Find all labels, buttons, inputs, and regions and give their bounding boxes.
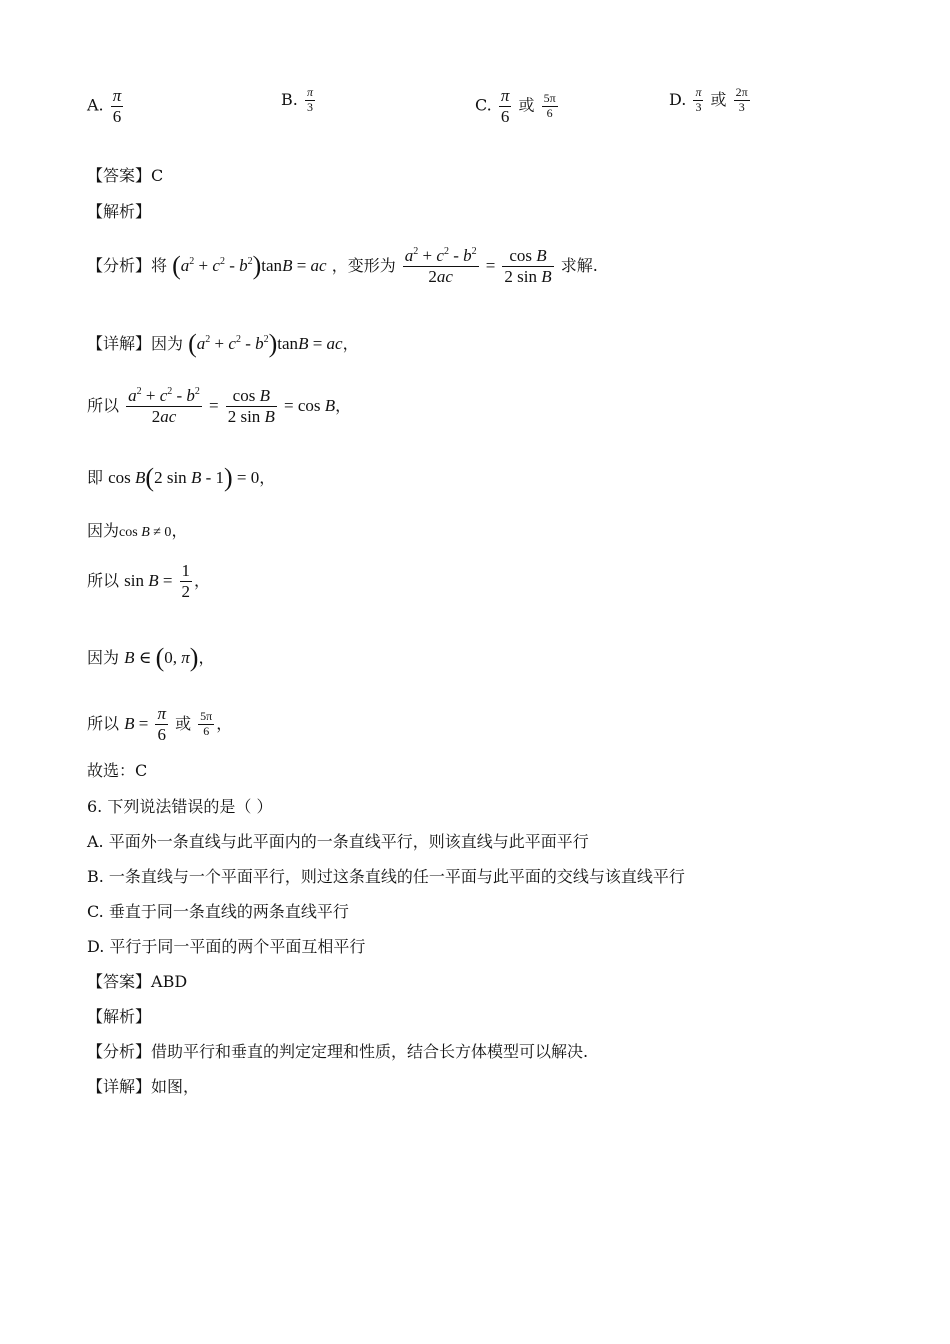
fraction: $\frac{a^2 + c^2 - b^2}{2ac}$ xyxy=(404,246,477,286)
q6-fenxi-line: 【分析】借助平行和垂直的判定定理和性质，结合长方体模型可以解决. xyxy=(87,1042,589,1061)
fraction: $\frac{\pi}{6}$ xyxy=(157,704,166,744)
q6-xiangjie-line: 【详解】如图， xyxy=(87,1077,200,1096)
q6-option-c: C. 垂直于同一条直线的两条直线平行 xyxy=(87,902,349,921)
fraction: $\frac{\pi}{3}$ xyxy=(306,85,313,114)
q6-analysis-tag: 【解析】 xyxy=(87,1007,152,1026)
fraction: $\frac{\text{cos B}}{\text{2 sin B}}$ xyxy=(504,246,552,286)
fenxi-line: 【分析】将 $(a^2 + c^2 - b^2)\tan B$ = ac ，变形为 $\frac{a^2 + c^2 - b^2}{2ac}$ = $\frac{\text{cos B}}{\text{2 sin B}}$ 求解. xyxy=(87,246,598,286)
q6-option-b: B. 一条直线与一个平面平行，则过这条直线的任一平面与此平面的交线与该直线平行 xyxy=(87,867,685,886)
analysis-tag: 【解析】 xyxy=(87,202,152,221)
xiangjie-line: 【详解】因为 $(a^2 + c^2 - b^2)\tan B$ = ac， xyxy=(87,329,359,358)
fraction: $\frac{1}{2}$ xyxy=(181,561,191,601)
fraction: $\frac{\pi}{6}$ xyxy=(112,86,122,126)
step-line: 因为 B ∈ (0, π)， xyxy=(87,643,215,672)
q6-answer-line: 【答案】ABD xyxy=(87,972,188,991)
step-line: 所以 $\frac{a^2 + c^2 - b^2}{2ac}$ = $\frac{\text{cos B}}{\text{2 sin B}}$ = cos B， xyxy=(87,386,352,426)
step-line: 所以 B = $\frac{\pi}{6}$ 或 $\frac{5\pi}{6}$ ， xyxy=(87,704,233,744)
final-choice: 故选：C xyxy=(87,761,148,780)
fraction: $\frac{5\pi}{6}$ xyxy=(543,90,556,120)
step-line: 所以 sin B = $\frac{1}{2}$ ， xyxy=(87,561,211,601)
equation: $(a^2 + c^2 - b^2)\tan B$ = ac xyxy=(172,251,327,280)
fraction: $\frac{2\pi}{3}$ xyxy=(735,85,748,114)
fraction: $\frac{\pi}{6}$ xyxy=(500,86,510,126)
fraction: $\frac{5\pi}{6}$ xyxy=(200,709,213,738)
fraction: $\frac{\text{cos B}}{\text{2 sin B}}$ xyxy=(227,386,275,426)
answer-line: 【答案】C xyxy=(87,166,164,185)
option-c: C. $\frac{\pi}{6}$ 或 $\frac{5\pi}{6}$ xyxy=(475,86,556,126)
option-b: B. $\frac{\pi}{3}$ xyxy=(281,85,313,114)
equation: $(a^2 + c^2 - b^2)\tan B$ = ac xyxy=(188,329,343,358)
step-line: 因为cos B ≠ 0， xyxy=(87,521,188,540)
fraction: $\frac{a^2 + c^2 - b^2}{2ac}$ xyxy=(128,386,200,426)
q6-option-d: D. 平行于同一平面的两个平面互相平行 xyxy=(87,937,366,956)
question-6-stem: 6. 下列说法错误的是（ ） xyxy=(87,797,273,816)
option-d: D. $\frac{\pi}{3}$ 或 $\frac{2\pi}{3}$ xyxy=(669,85,748,114)
option-a: A. $\frac{\pi}{6}$ xyxy=(87,86,122,126)
equation: cos B(2 sin B - 1) = 0 xyxy=(108,463,260,492)
step-line: 即 cos B(2 sin B - 1) = 0， xyxy=(87,463,276,492)
fraction: $\frac{\pi}{3}$ xyxy=(695,85,702,114)
q6-option-a: A. 平面外一条直线与此平面内的一条直线平行，则该直线与此平面平行 xyxy=(87,832,589,851)
